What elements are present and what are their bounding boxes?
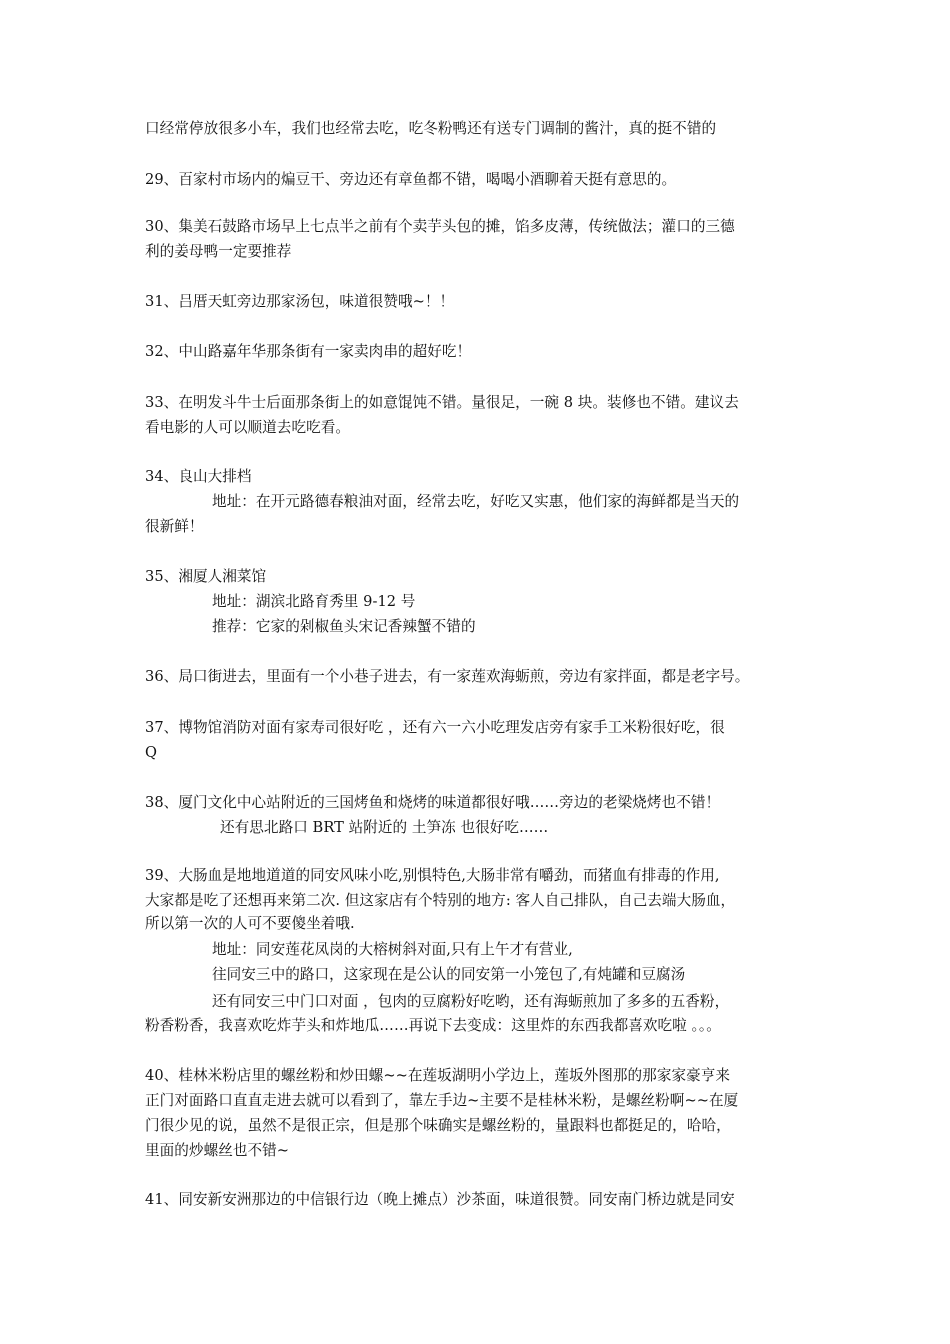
text-line: 往同安三中的路口，这家现在是公认的同安第一小笼包了,有炖罐和豆腐汤 (212, 966, 686, 983)
item-33: 33、在明发斗牛士后面那条街上的如意馄饨不错。量很足，一碗 8 块。装修也不错。建议去 (145, 394, 739, 411)
address-line: 地址：同安莲花凤岗的大榕树斜对面,只有上午才有营业, (212, 941, 573, 958)
item-30: 30、集美石鼓路市场早上七点半之前有个卖芋头包的摊，馅多皮薄，传统做法；灌口的三德 (145, 218, 735, 235)
address-line: 地址：在开元路德春粮油对面，经常去吃，好吃又实惠，他们家的海鲜都是当天的 (212, 493, 740, 510)
text-line: 门很少见的说，虽然不是很正宗，但是那个味确实是螺丝粉的，量跟料也都挺足的，哈哈， (145, 1117, 731, 1134)
item-37: 37、博物馆消防对面有家寿司很好吃 ，还有六一六小吃理发店旁有家手工米粉很好吃，很 (145, 719, 725, 736)
recommend-line: 推荐：它家的剁椒鱼头宋记香辣蟹不错的 (212, 618, 476, 635)
text-line: 很新鲜！ (145, 518, 204, 535)
item-34: 34、良山大排档 (145, 468, 252, 485)
address-line: 地址：湖滨北路育秀里 9-12 号 (212, 593, 416, 610)
text-line: Q (145, 744, 158, 761)
item-32: 32、中山路嘉年华那条街有一家卖肉串的超好吃！ (145, 343, 472, 360)
item-36: 36、局口街进去，里面有一个小巷子进去，有一家莲欢海蛎煎，旁边有家拌面，都是老字号。 (145, 668, 750, 685)
text-line: 还有同安三中门口对面 ，包肉的豆腐粉好吃哟，还有海蛎煎加了多多的五香粉， (212, 993, 730, 1010)
item-38: 38、厦门文化中心站附近的三国烤鱼和烧烤的味道都很好哦……旁边的老梁烧烤也不错！ (145, 794, 721, 811)
text-line: 所以第一次的人可不要傻坐着哦. (145, 915, 355, 932)
text-line: 正门对面路口直直走进去就可以看到了，靠左手边~主要不是桂林米粉，是螺丝粉啊~~在厦 (145, 1092, 739, 1109)
text-line: 大家都是吃了还想再来第二次. 但这家店有个特别的地方: 客人自己排队，自己去端大肠血， (145, 892, 736, 909)
item-35: 35、湘厦人湘菜馆 (145, 568, 267, 585)
text-line: 利的姜母鸭一定要推荐 (145, 243, 292, 260)
text-line: 口经常停放很多小车，我们也经常去吃，吃冬粉鸭还有送专门调制的酱汁，真的挺不错的 (145, 120, 717, 137)
text-line: 看电影的人可以顺道去吃吃看。 (145, 419, 351, 436)
item-29: 29、百家村市场内的煸豆干、旁边还有章鱼都不错，喝喝小酒聊着天挺有意思的。 (145, 171, 677, 188)
text-line: 里面的炒螺丝也不错~ (145, 1142, 290, 1159)
item-39: 39、大肠血是地地道道的同安风味小吃,别惧特色,大肠非常有嚼劲，而猪血有排毒的作用, (145, 867, 720, 884)
text-line: 粉香粉香，我喜欢吃炸芋头和炸地瓜……再说下去变成：这里炸的东西我都喜欢吃啦 。。。 (145, 1017, 721, 1034)
item-31: 31、吕厝天虹旁边那家汤包，味道很赞哦~！！ (145, 293, 455, 310)
item-40: 40、桂林米粉店里的螺丝粉和炒田螺~~在莲坂湖明小学边上，莲坂外图那的那家家豪亨来 (145, 1067, 731, 1084)
text-line: 还有思北路口 BRT 站附近的 土笋冻 也很好吃…… (220, 819, 549, 836)
item-41: 41、同安新安洲那边的中信银行边（晚上摊点）沙茶面，味道很赞。同安南门桥边就是同安 (145, 1191, 735, 1208)
